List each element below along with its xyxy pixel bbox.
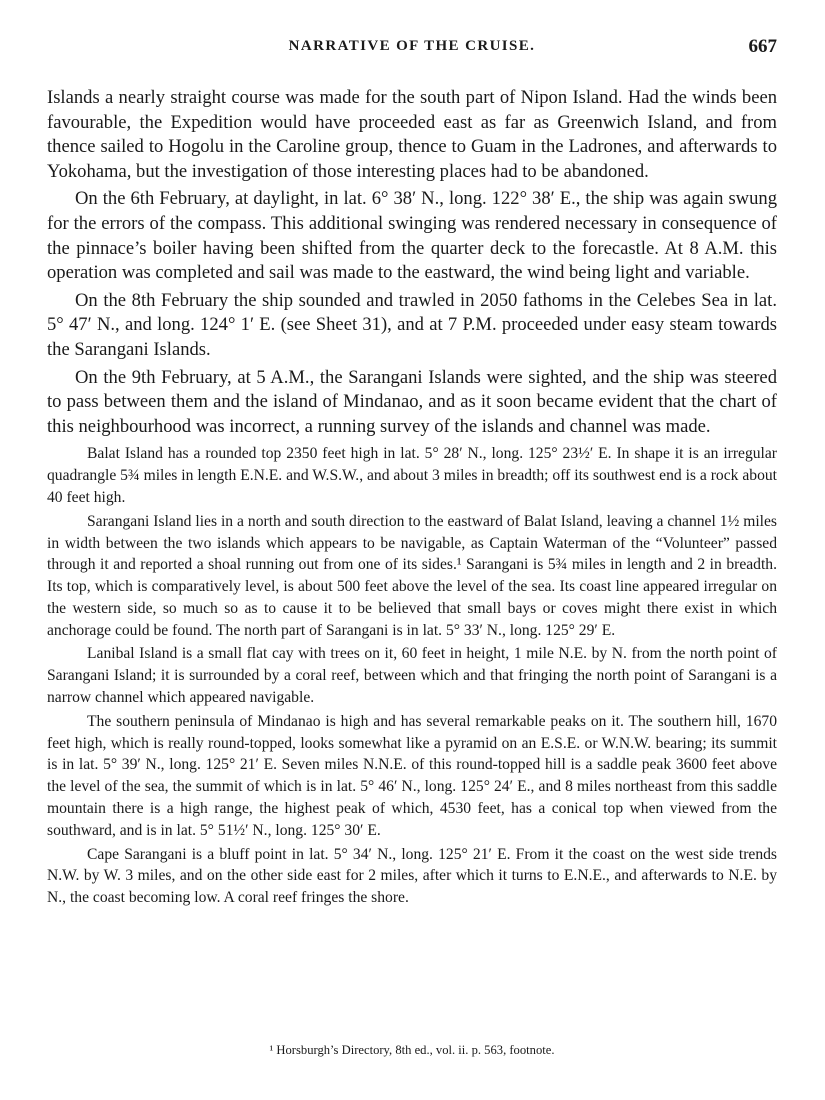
footnote: ¹ Horsburgh’s Directory, 8th ed., vol. ii. p. 563, footnote. — [269, 1043, 555, 1057]
running-title: NARRATIVE OF THE CRUISE. — [288, 38, 536, 54]
paragraph-9th-february: On the 9th February, at 5 A.M., the Sarangani Islands were sighted, and the ship was steered to pass between them and the island of Mindanao, and as it soon became evident that the chart of this neighbourhood was incorrect, a running survey of the islands and channel was made. — [47, 366, 777, 437]
note-sarangani-island: Sarangani Island lies in a north and south direction to the eastward of Balat Island, leaving a channel 1½ miles in width between the two islands which appears to be navigable, as Captain Waterman of the “Volunteer” passed through it and reported a shoal running out from one of its sides.¹ Sarangani is 5¾ miles in length and 2 in breadth. Its top, which is comparatively level, is about 500 feet above the level of the sea. Its coast line appeared irregular on the western side, so much so as to cause it to be believed that small bays or coves might there exist in which anchorage could be found. The north part of Sarangani is in lat. 5° 33′ N., long. 125° 29′ E. — [47, 512, 777, 639]
page-number: 667 — [748, 36, 777, 57]
running-head — [47, 38, 777, 60]
body-text — [47, 86, 777, 909]
paragraph-8th-february: On the 8th February the ship sounded and trawled in 2050 fathoms in the Celebes Sea in lat. 5° 47′ N., and long. 124° 1′ E. (see Sheet 31), and at 7 P.M. proceeded under easy steam towards the Sarangani Islands. — [47, 289, 777, 360]
note-cape-sarangani: Cape Sarangani is a bluff point in lat. 5° 34′ N., long. 125° 21′ E. From it the coast on the west side trends N.W. by W. 3 miles, and on the other side east for 2 miles, after which it turns to E.N.E., and afterwards to N.E. by N., the coast becoming low. A coral reef fringes the shore. — [47, 845, 777, 907]
note-balat-island: Balat Island has a rounded top 2350 feet high in lat. 5° 28′ N., long. 125° 23½′ E. In shape it is an irregular quadrangle 5¾ miles in length E.N.E. and W.S.W., and about 3 miles in breadth; off its southwest end is a rock about 40 feet high. — [47, 445, 777, 506]
note-mindanao-peninsula: The southern peninsula of Mindanao is high and has several remarkable peaks on it. The southern hill, 1670 feet high, which is really round-topped, looks somewhat like a pyramid on an E.S.E. or W.N.W. bearing; its summit is in lat. 5° 39′ N., long. 125° 21′ E. Seven miles N.N.E. of this round-topped hill is a saddle peak 3600 feet above the level of the sea, the summit of which is in lat. 5° 46′ N., long. 125° 24′ E., and 8 miles northeast from this saddle mountain there is a high range, the highest peak of which, 4530 feet, has a conical top when viewed from the southward, and is in lat. 5° 51½′ N., long. 125° 30′ E. — [47, 712, 777, 839]
note-lanibal-island: Lanibal Island is a small flat cay with trees on it, 60 feet in height, 1 mile N.E. by N. from the north point of Sarangani Island; it is surrounded by a coral reef, between which and that fringing the north point of Sarangani is a narrow channel which appeared navigable. — [47, 645, 777, 707]
paragraph-6th-february: On the 6th February, at daylight, in lat. 6° 38′ N., long. 122° 38′ E., the ship was again swung for the errors of the compass. This additional swinging was rendered necessary in consequence of the pinnace’s boiler having been shifted from the quarter deck to the forecastle. At 8 A.M. this operation was completed and sail was made to the eastward, the wind being light and variable. — [47, 188, 777, 284]
paragraph-continued: Islands a nearly straight course was made for the south part of Nipon Island. Had the winds been favourable, the Expedition would have proceeded east as far as Greenwich Island, and from thence sailed to Hogolu in the Caroline group, thence to Guam in the Ladrones, and afterwards to Yokohama, but the investigation of those interesting places had to be abandoned. — [47, 87, 777, 182]
